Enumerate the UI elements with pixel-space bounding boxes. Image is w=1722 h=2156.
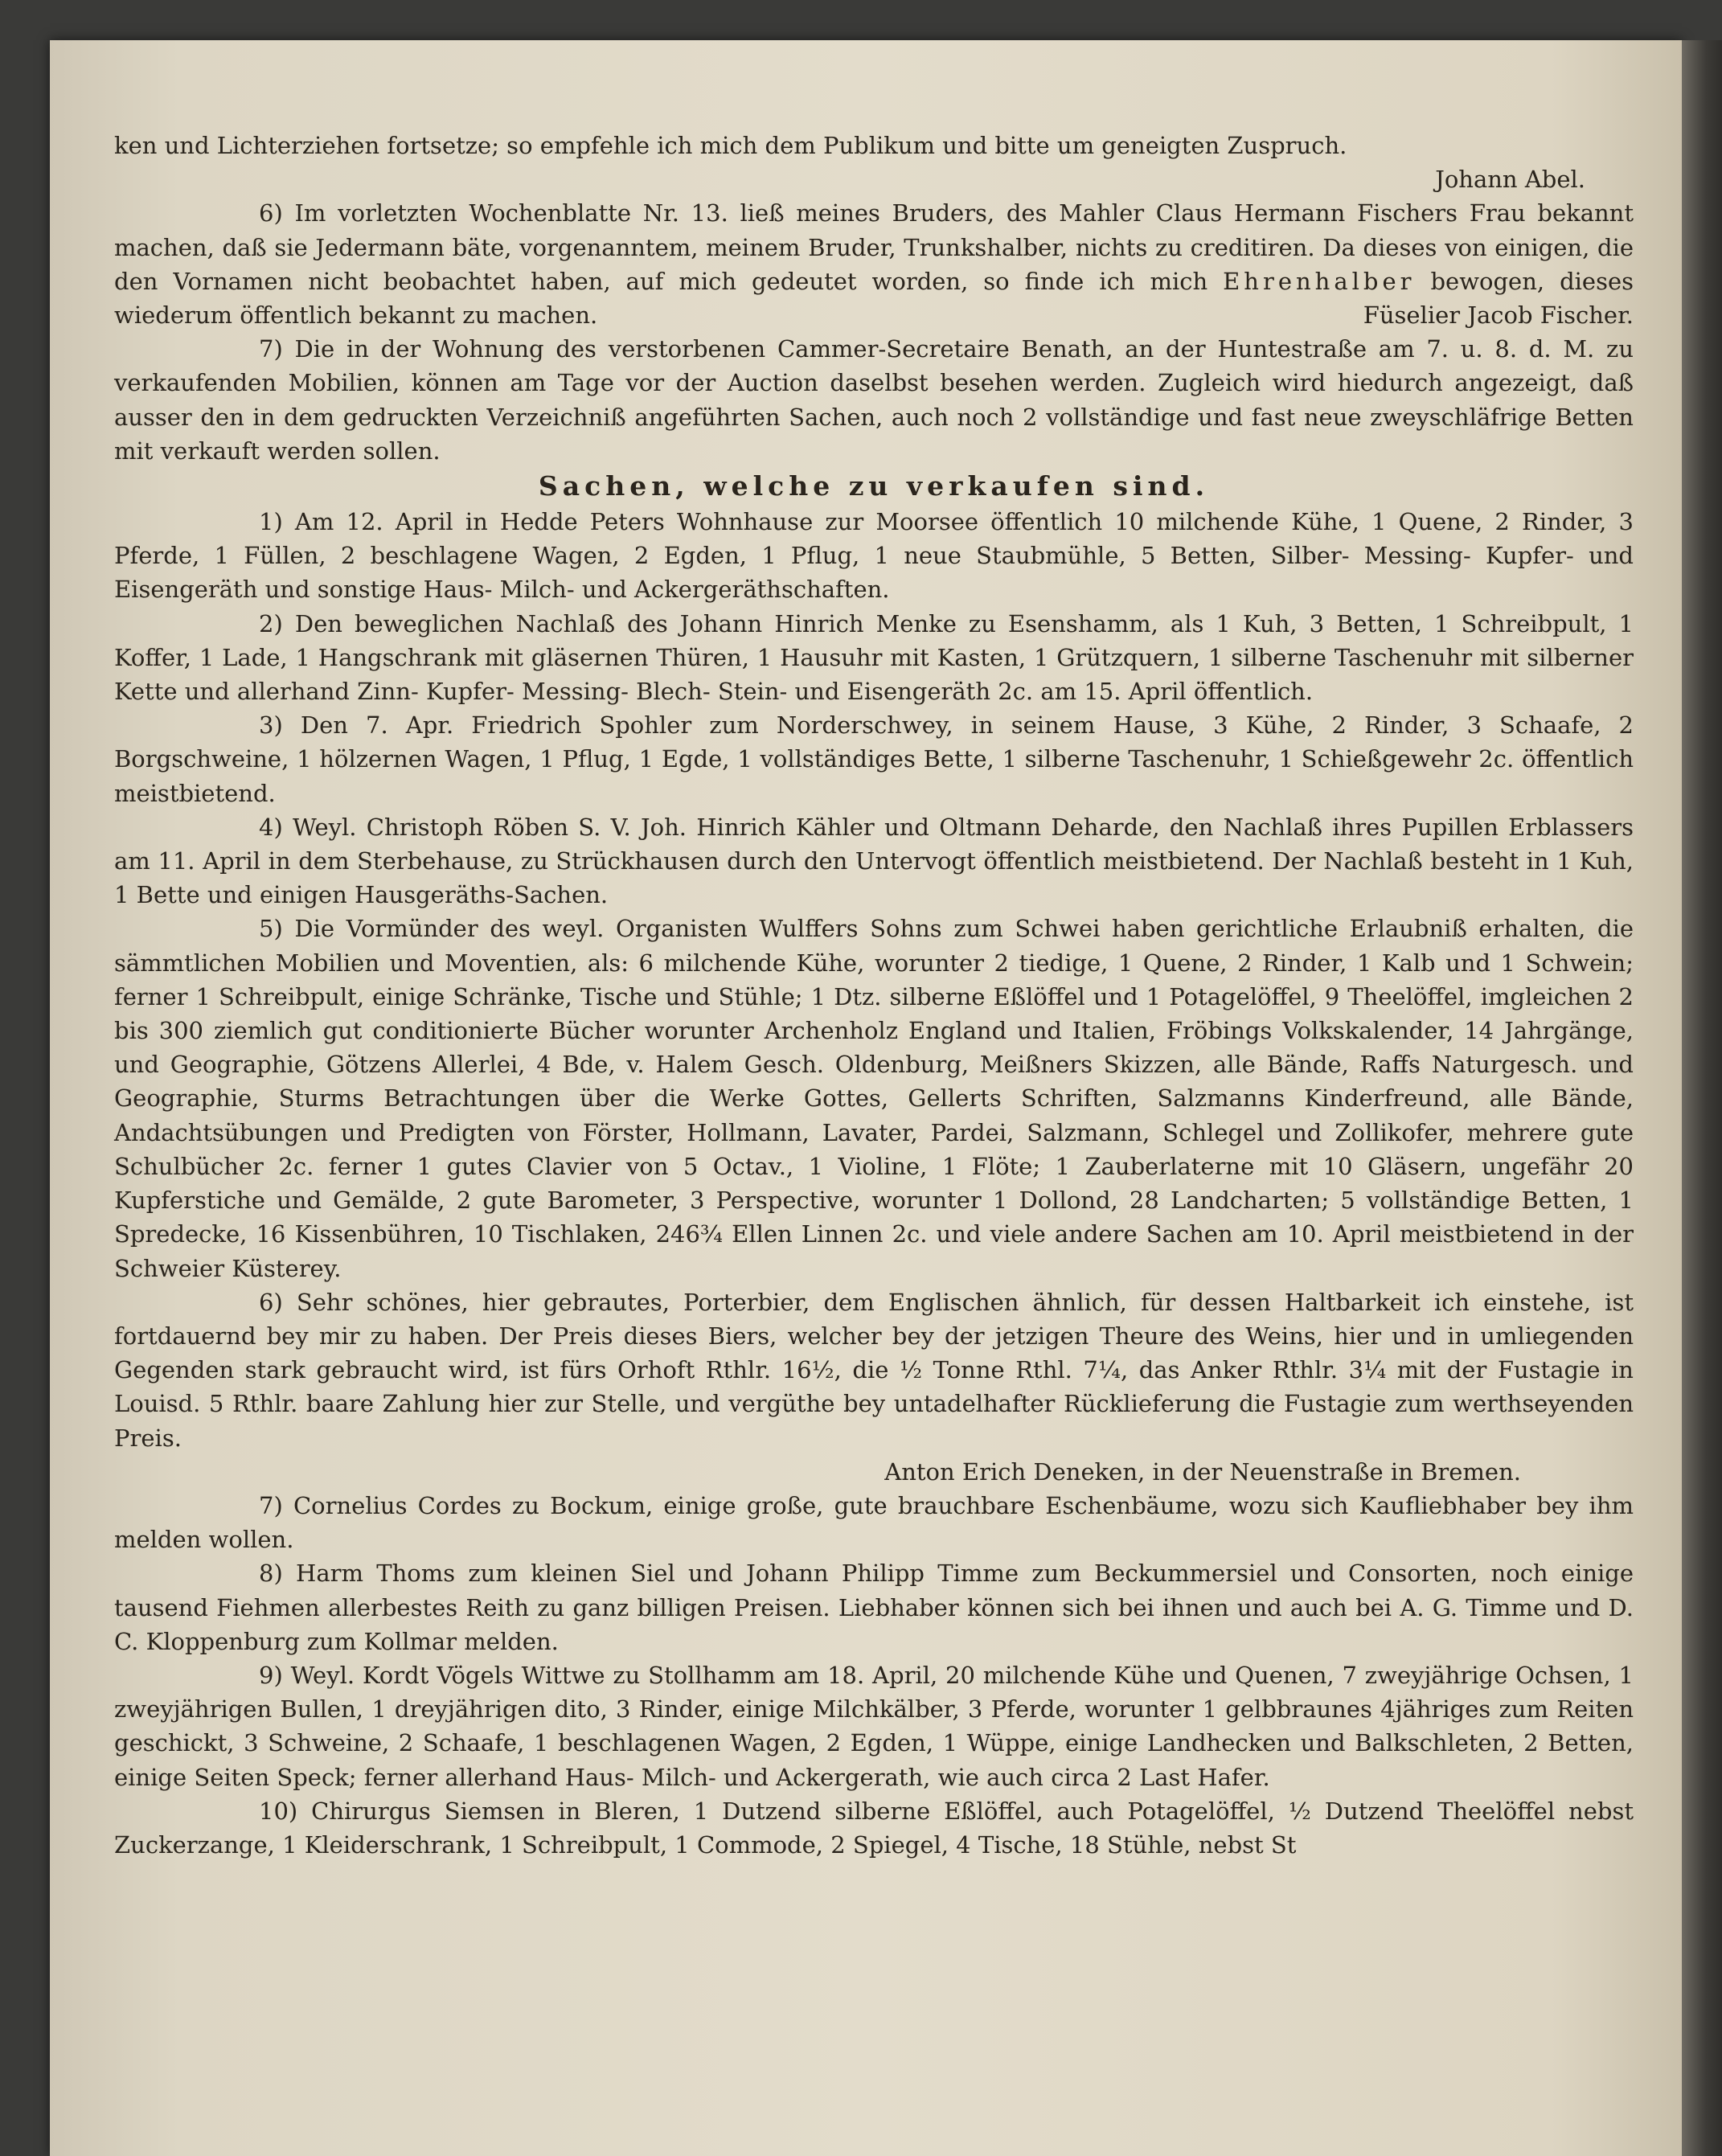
signature-deneken: Anton Erich Deneken, in der Neuenstraße in Bremen.: [884, 1457, 1521, 1486]
section-heading: Sachen, welche zu verkaufen sind.: [538, 470, 1210, 502]
sale-item-9: 9) Weyl. Kordt Vögels Wittwe zu Stollhamm am 18. April, 20 milchende Kühe und Quenen, 7 zweyjährige Ochsen, 1 zweyjährigen Bullen, 1 dreyjährigen dito, 3 Rinder, einige Milchkälber, 3 Pferde, worunter 1 gelbbraunes 4jähriges zum Reiten geschickt, 3 Schweine, 2 Schaafe, 1 beschlagenen Wagen, 2 Egden, 1 Wüppe, einige Landhecken und Balkschleten, 2 Betten, einige Seiten Speck; ferner allerhand Haus- Milch- und Ackergerath, wie auch circa 2 Last Hafer.: [114, 1661, 1634, 1791]
sale-item-2: 2) Den beweglichen Nachlaß des Johann Hinrich Menke zu Esenshamm, als 1 Kuh, 3 Betten, 1 Schreibpult, 1 Koffer, 1 Lade, 1 Hangschrank mit gläsernen Thüren, 1 Hausuhr mit Kasten, 1 Grützquern, 1 silberne Taschenuhr mit silberner Kette und allerhand Zinn- Kupfer- Messing- Blech- Stein- und Eisengeräth 2c. am 15. April öffentlich.: [114, 609, 1634, 706]
sale-item-5: 5) Die Vormünder des weyl. Organisten Wulffers Sohns zum Schwei haben gerichtliche Erlaubniß erhalten, die sämmtlichen Mobilien und Moventien, als: 6 milchende Kühe, worunter 2 tiedige, 1 Quene, 2 Rinder, 1 Kalb und 1 Schwein; ferner 1 Schreibpult, einige Schränke, Tische und Stühle; 1 Dtz. silberne Eßlöffel und 1 Potagelöffel, 9 Theelöffel, imgleichen 2 bis 300 ziemlich gut conditionierte Bücher worunter Archenholz England und Italien, Fröbings Volkskalender, 14 Jahrgänge, und Geographie, Götzens Allerlei, 4 Bde, v. Halem Gesch. Oldenburg, Meißners Skizzen, alle Bände, Raffs Naturgesch. und Geographie, Sturms Betrachtungen über die Werke Gottes, Gellerts Schriften, Salzmanns Kinderfreund, alle Bände, Andachtsübungen und Predigten von Förster, Hollmann, Lavater, Pardei, Salzmann, Schlegel und Zollikofer, mehrere gute Schulbücher 2c. ferner 1 gutes Clavier von 5 Octav., 1 Violine, 1 Flöte; 1 Zauberlaterne mit 10 Gläsern, ungefähr 20 Kupferstiche und Gemälde, 2 gute Barometer, 3 Perspective, worunter 1 Dollond, 28 Landcharten; 5 vollständige Betten, 1 Spredecke, 16 Kissenbühren, 10 Tischlaken, 246¾ Ellen Linnen 2c. und viele andere Sachen am 10. April meistbietend in der Schweier Küsterey.: [114, 915, 1634, 1282]
notice-7: 7) Die in der Wohnung des verstorbenen Cammer-Secretaire Benath, an der Huntestraße am 7. u. 8. d. M. zu verkaufenden Mobilien, können am Tage vor der Auction daselbst besehen werden. Zugleich wird hiedurch angezeigt, daß ausser den in dem gedruckten Verzeichniß angeführten Sachen, auch noch 2 vollständige und fast neue zweyschläfrige Betten mit verkauft werden sollen.: [114, 335, 1634, 465]
sale-item-8: 8) Harm Thoms zum kleinen Siel und Johann Philipp Timme zum Beckummersiel und Consorten, noch einige tausend Fiehmen allerbestes Reith zu ganz billigen Preisen. Liebhaber können sich bei ihnen und auch bei A. G. Timme und D. C. Kloppenburg zum Kollmar melden.: [114, 1560, 1634, 1655]
signature-abel: Johann Abel.: [1435, 166, 1585, 194]
sale-item-6: 6) Sehr schönes, hier gebrautes, Porterbier, dem Englischen ähnlich, für dessen Haltbarkeit ich einstehe, ist fortdauernd bey mir zu haben. Der Preis dieses Biers, welcher bey der jetzigen Theure des Weins, hier und in umliegenden Gegenden stark gebraucht wird, ist fürs Orhoft Rthlr. 16½, die ½ Tonne Rthl. 7¼, das Anker Rthlr. 3¼ mit der Fustagie in Louisd. 5 Rthlr. baare Zahlung hier zur Stelle, und vergüthe bey untadelhafter Rücklieferung die Fustagie zum werthseyenden Preis.: [114, 1288, 1634, 1452]
notice-6-text: 6) Im vorletzten Wochenblatte Nr. 13. ließ meines Bruders, des Mahler Claus Hermann Fischers Frau bekannt machen, daß sie Jedermann bäte, vorgenanntem, meinem Bruder, Trunkshalber, nichts zu creditiren. Da dieses von einigen, die den Vornamen nicht beobachtet haben, auf mich gedeutet worden, so finde ich mich: [114, 199, 1634, 295]
page-text: [114, 129, 1634, 2130]
sale-item-10: 10) Chirurgus Siemsen in Bleren, 1 Dutzend silberne Eßlöffel, auch Potagelöffel, ½ Dutzend Theelöffel nebst Zuckerzange, 1 Kleiderschrank, 1 Schreibpult, 1 Commode, 2 Spiegel, 4 Tische, 18 Stühle, nebst St: [114, 1797, 1634, 1859]
top-fragment: ken und Lichterziehen fortsetze; so empfehle ich mich dem Publikum und bitte um geneigten Zuspruch.: [114, 132, 1347, 159]
book-gutter: [1682, 40, 1722, 2156]
sale-item-1: 1) Am 12. April in Hedde Peters Wohnhause zur Moorsee öffentlich 10 milchende Kühe, 1 Quene, 2 Rinder, 3 Pferde, 1 Füllen, 2 beschlagene Wagen, 2 Egden, 1 Pflug, 1 neue Staubmühle, 5 Betten, Silber- Messing- Kupfer- und Eisengeräth und sonstige Haus- Milch- und Ackergeräthschaften.: [114, 508, 1634, 604]
notice-6-rest: bewogen, dieses wiederum öffentlich bekannt zu machen.: [114, 267, 1634, 330]
sale-item-3: 3) Den 7. Apr. Friedrich Spohler zum Norderschwey, in seinem Hause, 3 Kühe, 2 Rinder, 3 Schaafe, 2 Borgschweine, 1 hölzernen Wagen, 1 Pflug, 1 Egde, 1 vollständiges Bette, 1 silberne Taschenuhr, 1 Schießgewehr 2c. öffentlich meistbietend.: [114, 711, 1634, 807]
signature-fischer: Füselier Jacob Fischer.: [1363, 301, 1634, 330]
notice-6: [114, 196, 1634, 332]
sale-item-4: 4) Weyl. Christoph Röben S. V. Joh. Hinrich Kähler und Oltmann Deharde, den Nachlaß ihres Pupillen Erblassers am 11. April in dem Sterbehause, zu Strückhausen durch den Untervogt öffentlich meistbietend. Der Nachlaß besteht in 1 Kuh, 1 Bette und einigen Hausgeräths-Sachen.: [114, 813, 1634, 909]
notice-6-ehren: Ehrenhalber: [1223, 267, 1416, 295]
sale-item-7: 7) Cornelius Cordes zu Bockum, einige große, gute brauchbare Eschenbäume, wozu sich Kaufliebhaber bey ihm melden wollen.: [114, 1491, 1634, 1554]
